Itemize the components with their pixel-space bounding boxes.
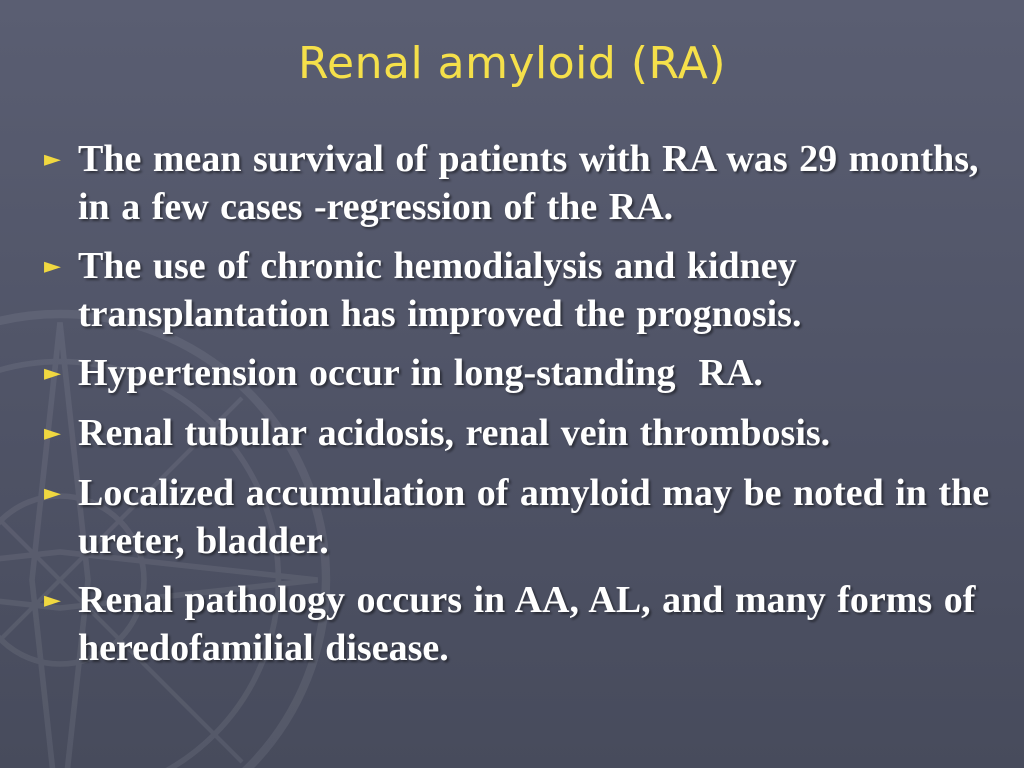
bullet-item	[44, 409, 994, 458]
triangle-right-icon: ►	[44, 481, 61, 506]
bullet-item	[44, 242, 994, 338]
triangle-right-icon: ►	[44, 254, 61, 279]
bullet-text: The use of chronic hemodialysis and kidney transplantation has improved the prognosis.	[78, 245, 802, 335]
bullet-text: Hypertension occur in long-standing RA.	[78, 352, 763, 394]
bullet-text: Localized accumulation of amyloid may be noted in the ureter, bladder.	[78, 472, 990, 562]
bullet-item	[44, 576, 994, 672]
bullet-item	[44, 349, 994, 398]
bullet-item	[44, 469, 994, 565]
slide-title: Renal amyloid (RA)	[297, 38, 727, 89]
bullet-text: Renal tubular acidosis, renal vein thrombosis.	[78, 412, 831, 454]
bullet-list	[44, 135, 994, 683]
triangle-right-icon: ►	[44, 361, 61, 386]
bullet-text: The mean survival of patients with RA was 29 months, in a few cases -regression of the RA.	[78, 138, 979, 228]
triangle-right-icon: ►	[44, 147, 61, 172]
triangle-right-icon: ►	[44, 588, 61, 613]
bullet-item	[44, 135, 994, 231]
triangle-right-icon: ►	[44, 421, 61, 446]
bullet-text: Renal pathology occurs in AA, AL, and many forms of heredofamilial disease.	[78, 579, 976, 669]
